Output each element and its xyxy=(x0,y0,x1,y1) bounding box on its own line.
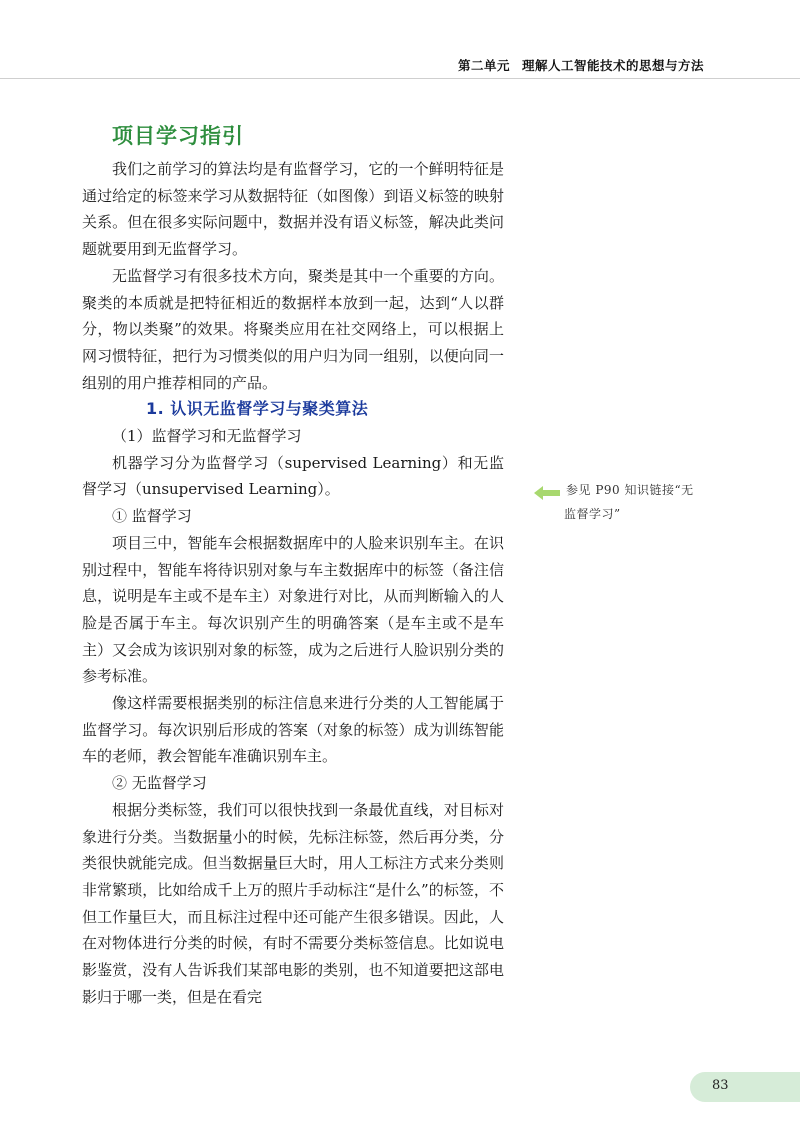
unsupervised-paragraph-1: 根据分类标签，我们可以很快找到一条最优直线，对目标对象进行分类。当数据量小的时候，先标注标签，然后再分类，分类很快就能完成。但当数据量巨大时，用人工标注方式来分类则非常繁琐，比如给成千上万的照片手动标注“是什么”的标签，不但工作量巨大，而且标注过程中还可能产生很多错误。因此，人在对物体进行分类的时候，有时不需要分类标签信息。比如说电影鉴赏，没有人告诉我们某部电影的类别，也不知道要把这部电影归于哪一类，但是在看完 xyxy=(82,800,504,1006)
unit-title: 理解人工智能技术的思想与方法 xyxy=(521,58,704,73)
intro-paragraph-1: 我们之前学习的算法均是有监督学习，它的一个鲜明特征是通过给定的标签来学习从数据特征（如图像）到语义标签的映射关系。但在很多实际问题中，数据并没有语义标签，解决此类问题就要用到无监督学习。 xyxy=(82,160,504,259)
supervised-paragraph-1: 项目三中，智能车会根据数据库中的人脸来识别车主。在识别过程中，智能车将待识别对象与车主数据库中的标签（备注信息，说明是车主或不是车主）对象进行对比，从而判断输入的人脸是否属于车主。每次识别产生的明确答案（是车主或不是车主）又会成为该识别对象的标签，成为之后进行人脸识别分类的参考标准。 xyxy=(82,533,504,686)
header-divider xyxy=(0,78,800,79)
page-number-tab xyxy=(690,1072,800,1102)
main-content xyxy=(82,156,504,1011)
side-note[interactable] xyxy=(534,478,714,526)
paragraph-ml-types: 机器学习分为监督学习（supervised Learning）和无监督学习（unsupervised Learning）。 xyxy=(82,453,504,499)
running-header xyxy=(458,56,704,74)
subheading-supervised: ① 监督学习 xyxy=(112,507,192,526)
side-note-line-1: 参见 P90 知识链接“无 xyxy=(566,483,694,497)
subheading-unsupervised: ② 无监督学习 xyxy=(112,774,207,793)
page-number: 83 xyxy=(712,1078,729,1093)
section-title: 项目学习指引 xyxy=(112,124,244,148)
heading-1: 1. 认识无监督学习与聚类算法 xyxy=(146,399,369,419)
left-arrow-icon xyxy=(534,484,560,498)
intro-paragraph-2: 无监督学习有很多技术方向，聚类是其中一个重要的方向。聚类的本质就是把特征相近的数据样本放到一起，达到“人以群分，物以类聚”的效果。将聚类应用在社交网络上，可以根据上网习惯特征，把行为习惯类似的用户归为同一组别，以便向同一组别的用户推荐相同的产品。 xyxy=(82,266,504,392)
unit-label: 第二单元 xyxy=(457,58,510,73)
subheading-supervised-vs-unsupervised: （1）监督学习和无监督学习 xyxy=(112,427,302,446)
side-note-line-2: 监督学习” xyxy=(564,507,621,521)
supervised-paragraph-2: 像这样需要根据类别的标注信息来进行分类的人工智能属于监督学习。每次识别后形成的答案（对象的标签）成为训练智能车的老师，教会智能车准确识别车主。 xyxy=(82,694,504,766)
